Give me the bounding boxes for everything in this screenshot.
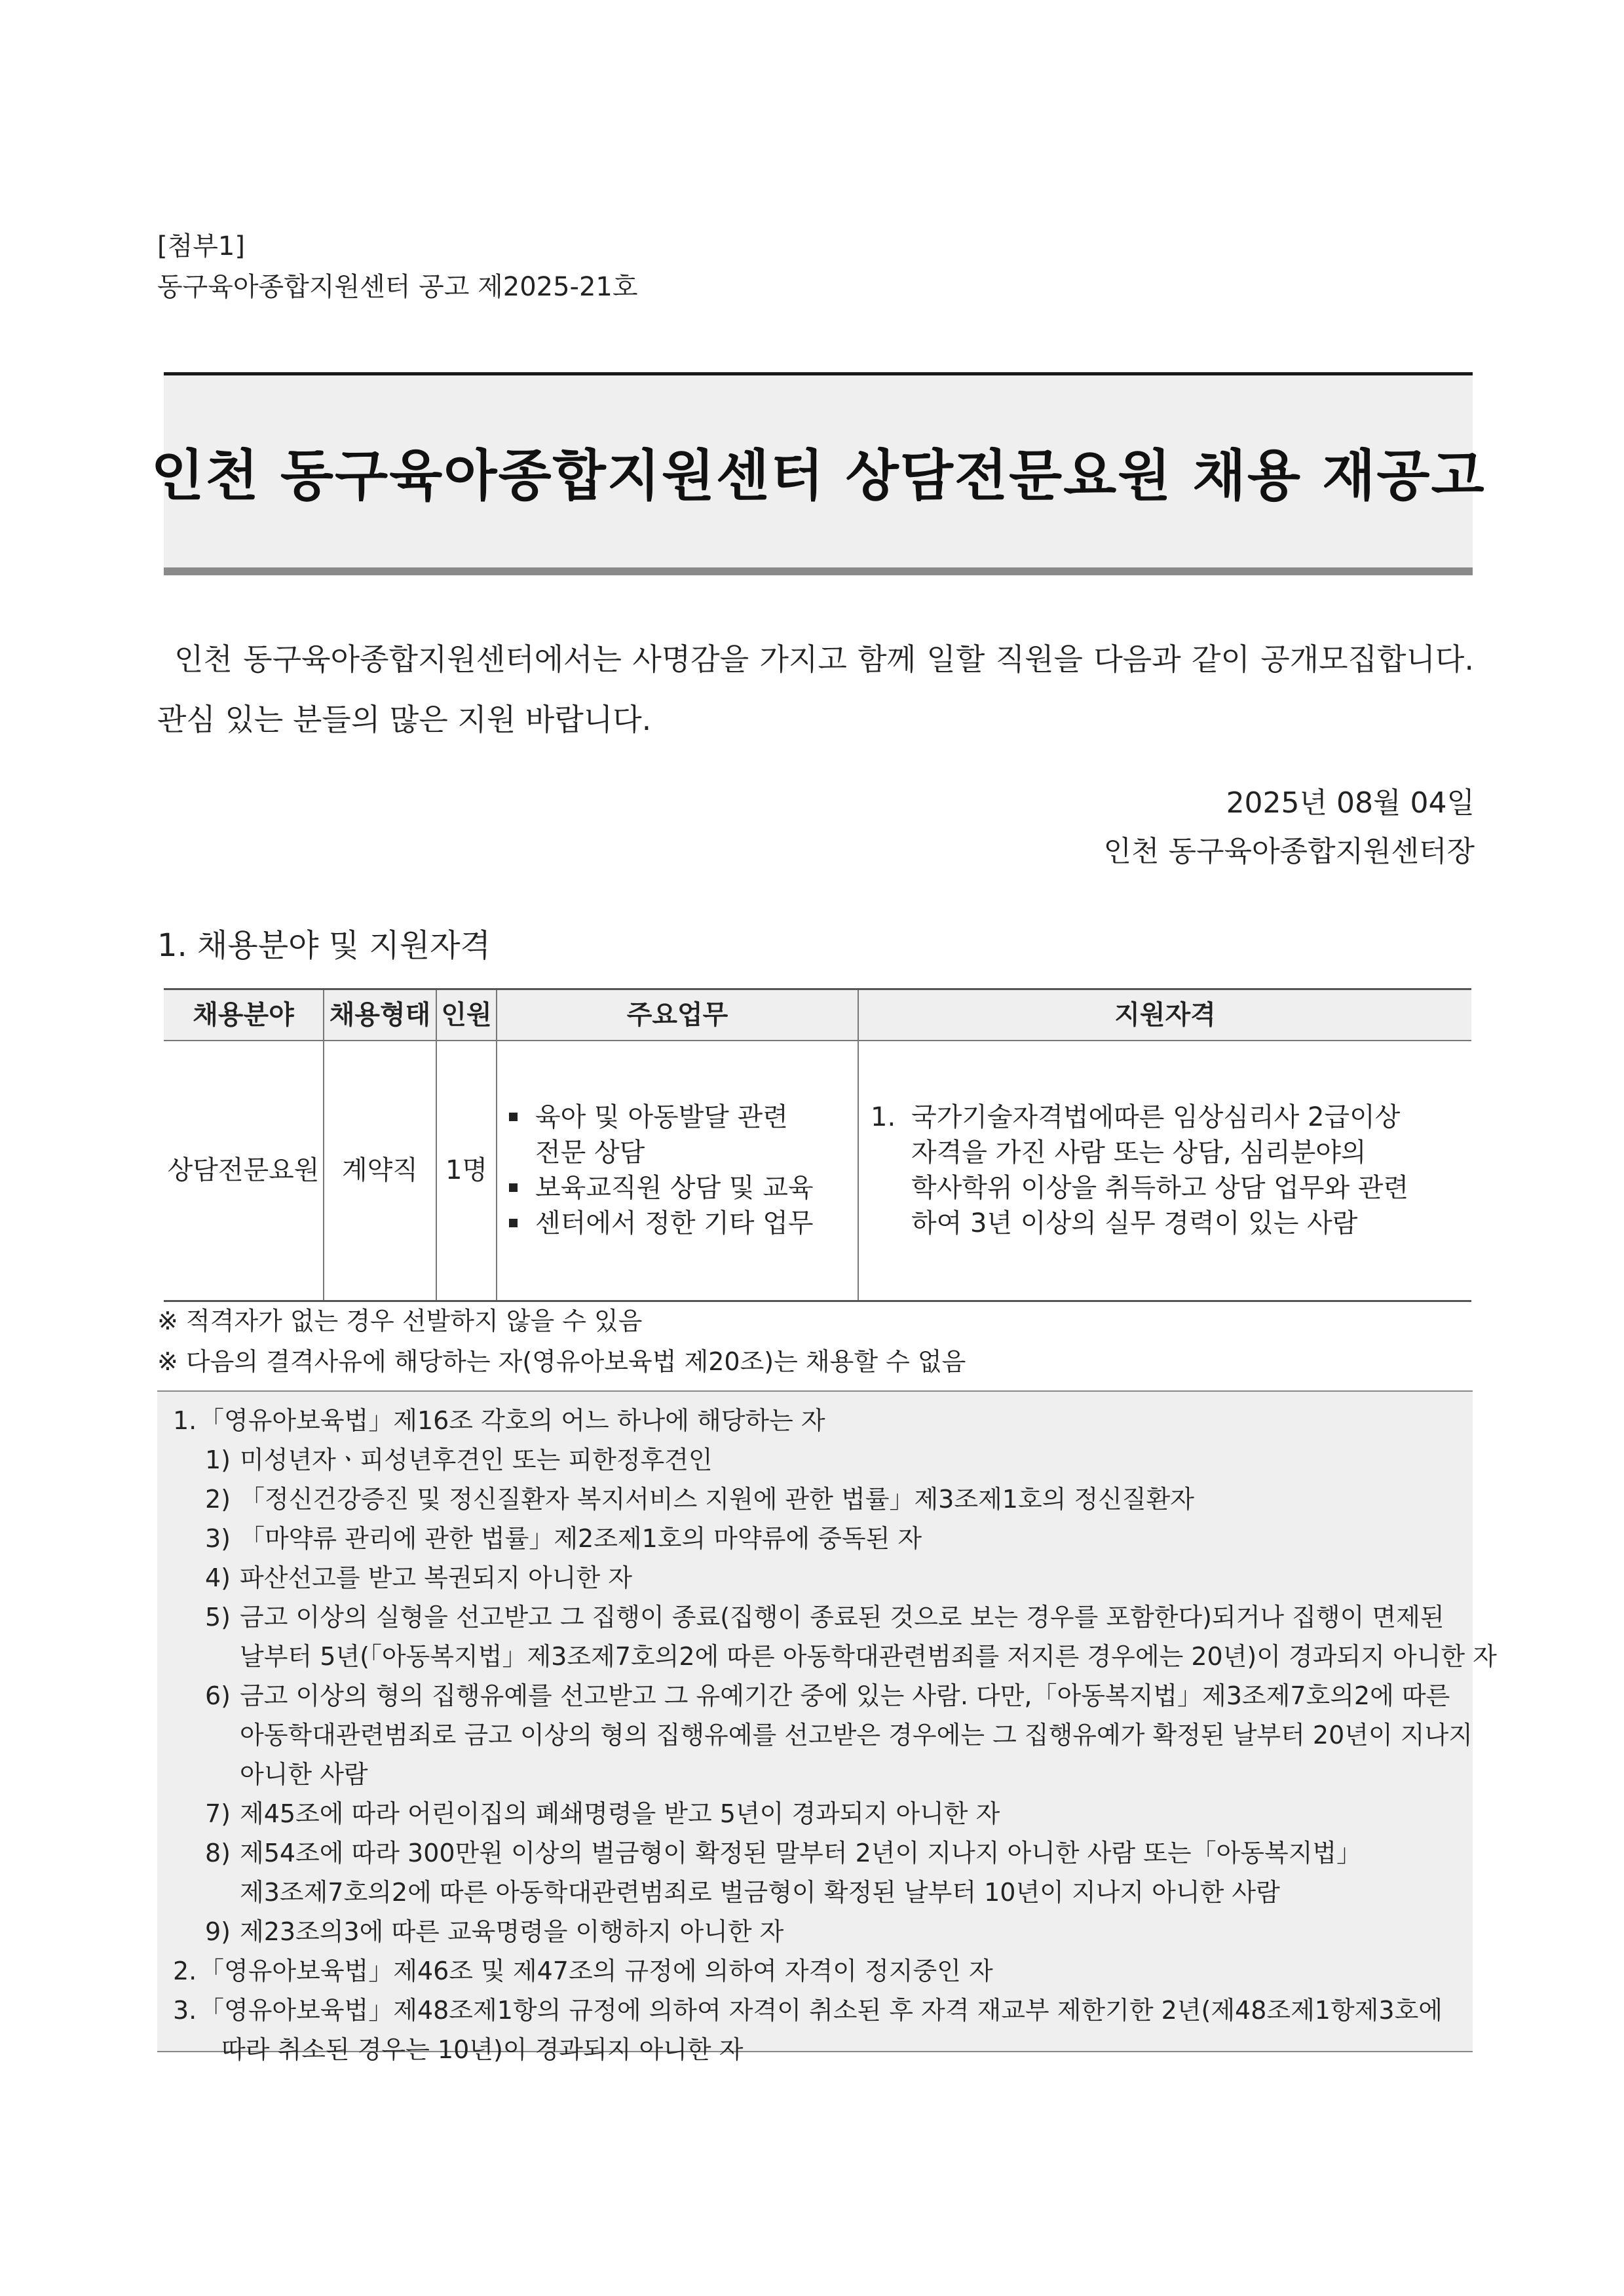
column-header: 주요업무 [497, 989, 858, 1041]
disqualification-subitem: 1) 미성년자ㆍ피성년후견인 또는 피한정후견인 [204, 1445, 713, 1474]
title-band [151, 372, 1486, 575]
disqualification-subitem-continued: 아니한 사람 [240, 1760, 368, 1789]
disqualification-subitem: 9) 제23조의3에 따른 교육명령을 이행하지 아니한 자 [204, 1917, 784, 1946]
square-bullet-icon [509, 1219, 518, 1227]
cell-employment-type: 계약직 [324, 1041, 436, 1301]
note: ※ 다음의 결격사유에 해당하는 자(영유아보육법 제20조)는 채용할 수 없음 [157, 1347, 966, 1376]
disqualification-box [157, 1390, 1497, 2064]
section-heading: 1. 채용분야 및 지원자격 [157, 927, 491, 964]
disqualification-item-continued: 따라 취소된 경우는 10년)이 경과되지 아니한 자 [221, 2035, 744, 2064]
duty-item: 육아 및 아동발달 관련 전문 상담 [506, 1100, 851, 1170]
page-title: 인천 동구육아종합지원센터 상담전문요원 채용 재공고 [151, 444, 1486, 508]
disqualification-subitem: 2) 「정신건강증진 및 정신질환자 복지서비스 지원에 관한 법률」제3조제1호의 정신질환자 [204, 1485, 1194, 1514]
square-bullet-icon [509, 1113, 518, 1121]
recruitment-table [164, 988, 1471, 1302]
column-header: 인원 [436, 989, 497, 1041]
intro-paragraph [157, 629, 1474, 750]
disqualification-subitem-continued: 제3조제7호의2에 따른 아동학대관련범죄로 벌금형이 확정된 날부터 10년이 지나지 아니한 사람 [240, 1878, 1280, 1907]
disqualification-subitem: 3) 「마약류 관리에 관한 법률」제2조제1호의 마약류에 중독된 자 [204, 1524, 922, 1553]
attachment-label: [첨부1] [157, 231, 245, 261]
duties-list [497, 1100, 858, 1241]
square-bullet-icon [509, 1183, 518, 1192]
disqualification-subitem: 6) 금고 이상의 형의 집행유예를 선고받고 그 유예기간 중에 있는 사람. 다만,「아동복지법」제3조제7호의2에 따른 [204, 1681, 1450, 1710]
cell-headcount: 1명 [436, 1041, 497, 1301]
column-header: 채용분야 [164, 989, 324, 1041]
disqualification-subitem: 4) 파산선고를 받고 복권되지 아니한 자 [204, 1563, 632, 1592]
table-header-row [164, 989, 1471, 1041]
notice-date: 2025년 08월 04일 [1226, 786, 1475, 820]
column-header: 지원자격 [858, 989, 1471, 1041]
notice-number: 동구육아종합지원센터 공고 제2025-21호 [157, 272, 638, 302]
intro-line-2: 관심 있는 분들의 많은 지원 바랍니다. [157, 702, 652, 737]
cell-field: 상담전문요원 [164, 1041, 324, 1301]
disqualification-item: 2. 「영유아보육법」제46조 및 제47조의 규정에 의하여 자격이 정지중인 자 [173, 1957, 993, 1985]
duty-item: 센터에서 정한 기타 업무 [506, 1206, 851, 1241]
disqualification-subitem: 7) 제45조에 따라 어린이집의 폐쇄명령을 받고 5년이 경과되지 아니한 자 [204, 1799, 1000, 1828]
qualification-number: 1. [871, 1102, 896, 1133]
disqualification-item: 1. 「영유아보육법」제16조 각호의 어느 하나에 해당하는 자 [173, 1406, 825, 1435]
duty-item: 보육교직원 상담 및 교육 [506, 1170, 851, 1206]
disqualification-subitem-continued: 아동학대관련범죄로 금고 이상의 형의 집행유예를 선고받은 경우에는 그 집행유예가 확정된 날부터 20년이 지나지 [240, 1721, 1473, 1750]
cell-duties [497, 1041, 858, 1301]
cell-qualification [858, 1041, 1471, 1301]
disqualification-item: 3. 「영유아보육법」제48조제1항의 규정에 의하여 자격이 취소된 후 자격 재교부 제한기한 2년(제48조제1항제3호에 [173, 1996, 1443, 2025]
qualification-text: 1. 국가기술자격법에따른 임상심리사 2급이상 자격을 가진 사람 또는 상담, 심리분야의 학사학위 이상을 취득하고 상담 업무와 관련 하여 3년 이상의 실무 경력이 있는 사람 [859, 1100, 1471, 1241]
signatory: 인천 동구육아종합지원센터장 [1103, 835, 1475, 868]
intro-line-1: 인천 동구육아종합지원센터에서는 사명감을 가지고 함께 일할 직원을 다음과 같이 공개모집합니다. [174, 641, 1474, 677]
disqualification-subitem-continued: 날부터 5년(「아동복지법」제3조제7호의2에 따른 아동학대관련범죄를 저지른 경우에는 20년)이 경과되지 아니한 자 [240, 1642, 1497, 1671]
column-header: 채용형태 [324, 989, 436, 1041]
disqualification-subitem: 5) 금고 이상의 실형을 선고받고 그 집행이 종료(집행이 종료된 것으로 보는 경우를 포함한다)되거나 집행이 면제된 [204, 1603, 1445, 1632]
table-row [164, 1041, 1471, 1301]
disqualification-subitem: 8) 제54조에 따라 300만원 이상의 벌금형이 확정된 말부터 2년이 지나지 아니한 사람 또는「아동복지법」 [204, 1839, 1362, 1867]
note: ※ 적격자가 없는 경우 선발하지 않을 수 있음 [157, 1307, 643, 1335]
